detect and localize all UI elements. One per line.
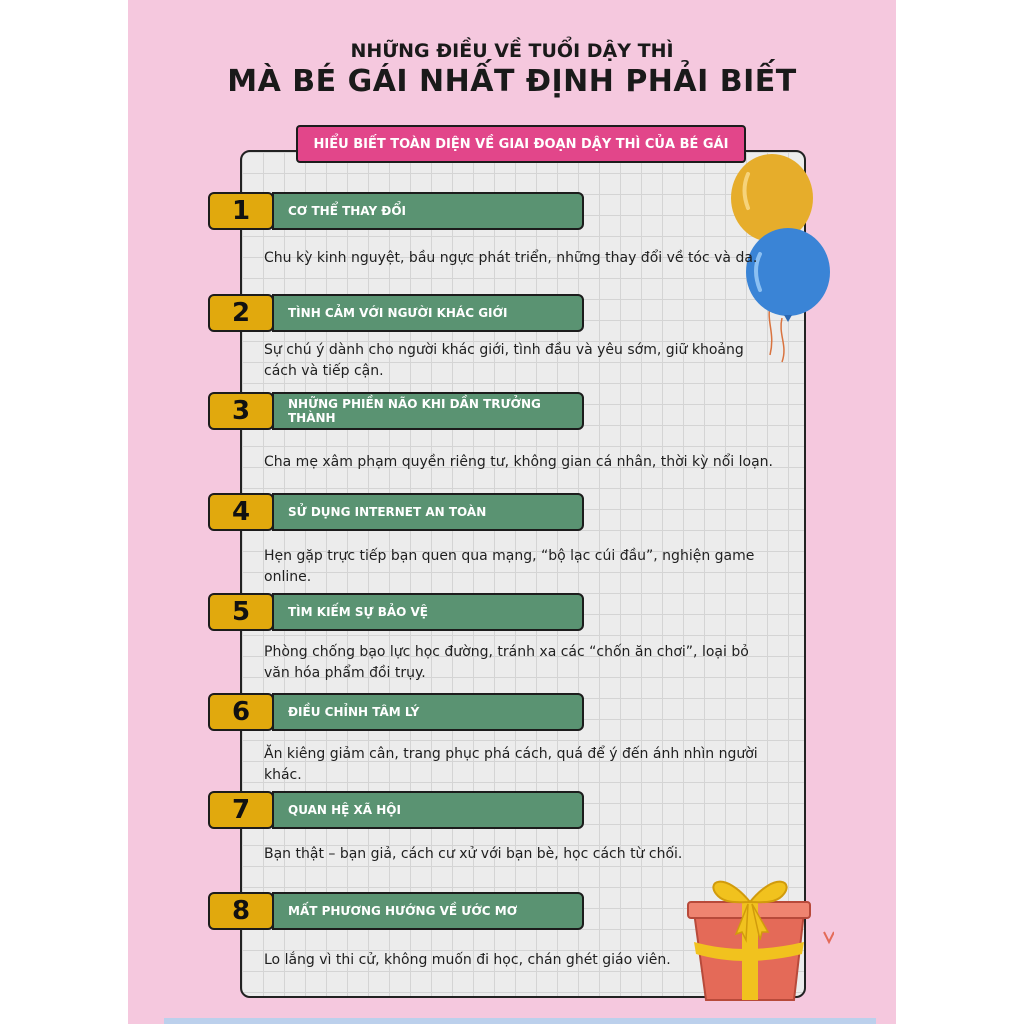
item-number-3: 3: [208, 392, 274, 430]
item-description-6: Ăn kiêng giảm cân, trang phục phá cách, quá để ý đến ánh nhìn người khác.: [264, 746, 758, 783]
item-description-2: Sự chú ý dành cho người khác giới, tình đầu và yêu sớm, giữ khoảng cách và tiếp cận.: [264, 342, 744, 379]
title-line-1-wrap: [128, 40, 896, 62]
title-line-2: MÀ BÉ GÁI NHẤT ĐỊNH PHẢI BIẾT: [227, 64, 797, 99]
item-title-8: MẤT PHƯƠNG HƯỚNG VỀ ƯỚC MƠ: [272, 892, 584, 930]
bottom-strip: [164, 1018, 876, 1024]
item-title-1: CƠ THỂ THAY ĐỔI: [272, 192, 584, 230]
item-number-4: 4: [208, 493, 274, 531]
item-number-1: 1: [208, 192, 274, 230]
item-description-4: Hẹn gặp trực tiếp bạn quen qua mạng, “bộ lạc cúi đầu”, nghiện game online.: [264, 548, 755, 585]
item-title-4: SỬ DỤNG INTERNET AN TOÀN: [272, 493, 584, 531]
title-line-2-wrap: [128, 64, 896, 99]
item-number-5: 5: [208, 593, 274, 631]
item-number-8: 8: [208, 892, 274, 930]
item-title-5: TÌM KIẾM SỰ BẢO VỆ: [272, 593, 584, 631]
item-description-1: Chu kỳ kinh nguyệt, bầu ngực phát triển, những thay đổi về tóc và da.: [264, 250, 758, 266]
item-description-8: Lo lắng vì thi cử, không muốn đi học, chán ghét giáo viên.: [264, 952, 671, 968]
item-title-3: NHỮNG PHIỀN NÃO KHI DẦN TRƯỞNG THÀNH: [272, 392, 584, 430]
item-description-5: Phòng chống bạo lực học đường, tránh xa các “chốn ăn chơi”, loại bỏ văn hóa phẩm đồi trụy.: [264, 644, 749, 681]
item-title-6: ĐIỀU CHỈNH TÂM LÝ: [272, 693, 584, 731]
item-number-6: 6: [208, 693, 274, 731]
item-number-2: 2: [208, 294, 274, 332]
title-line-1: NHỮNG ĐIỀU VỀ TUỔI DẬY THÌ: [346, 40, 677, 62]
item-description-7: Bạn thật – bạn giả, cách cư xử với bạn bè, học cách từ chối.: [264, 846, 683, 862]
gift-box-icon: [684, 872, 834, 1012]
poster-page: [128, 0, 896, 1024]
item-title-7: QUAN HỆ XÃ HỘI: [272, 791, 584, 829]
subtitle-banner: HIỂU BIẾT TOÀN DIỆN VỀ GIAI ĐOẠN DẬY THÌ CỦA BÉ GÁI: [296, 125, 746, 163]
item-description-3: Cha mẹ xâm phạm quyền riêng tư, không gian cá nhân, thời kỳ nổi loạn.: [264, 454, 773, 470]
item-number-7: 7: [208, 791, 274, 829]
item-title-2: TÌNH CẢM VỚI NGƯỜI KHÁC GIỚI: [272, 294, 584, 332]
